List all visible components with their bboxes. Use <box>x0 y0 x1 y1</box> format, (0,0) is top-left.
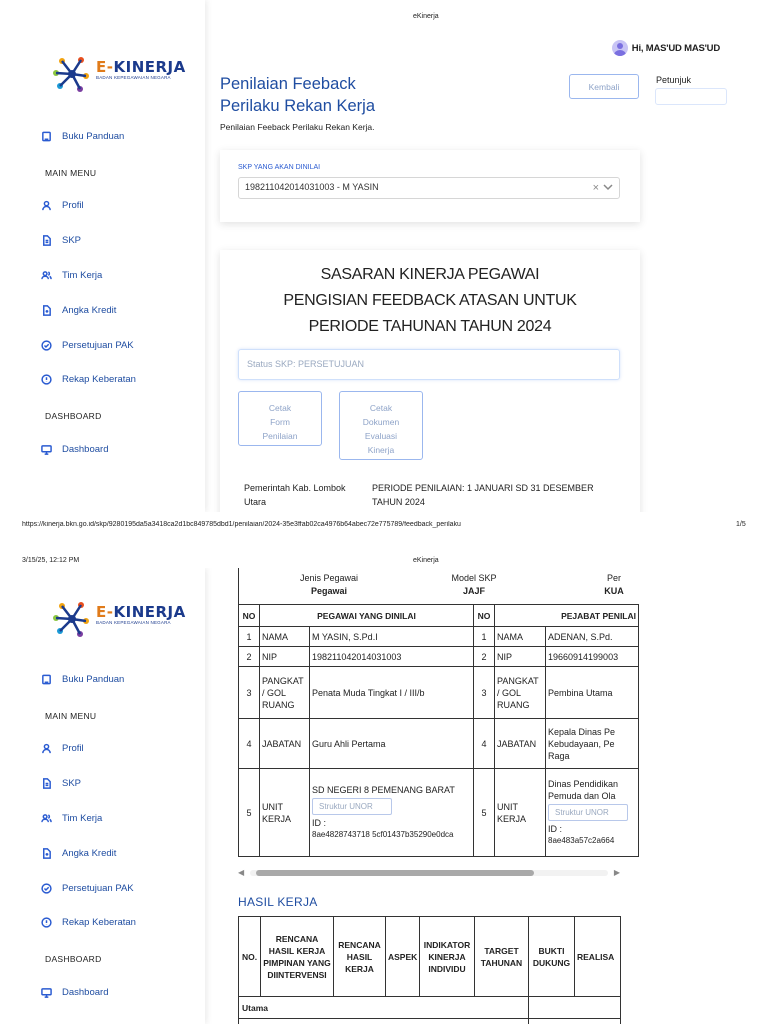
skp-select-label: SKP YANG AKAN DINILAI <box>238 164 321 171</box>
sidebar-item-label: Tim Kerja <box>62 269 103 281</box>
sidebar-item-rekap-keberatan[interactable] <box>40 916 136 928</box>
user-menu[interactable] <box>612 40 720 56</box>
book-icon <box>40 130 52 142</box>
sidebar-item-angka-kredit[interactable] <box>40 847 116 859</box>
chevron-down-icon[interactable] <box>602 181 614 195</box>
sidebar-item-label: SKP <box>62 234 82 246</box>
print-tab-title-2: eKinerja <box>413 557 439 564</box>
print-tab-title: eKinerja <box>413 13 439 20</box>
sidebar-item-label: Tim Kerja <box>62 812 103 824</box>
sidebar-item-label: Persetujuan PAK <box>62 339 134 351</box>
petunjuk-field[interactable] <box>655 88 727 105</box>
sidebar-item-label: Persetujuan PAK <box>62 882 134 894</box>
document-icon <box>40 234 52 246</box>
sidebar-item-label: Dashboard <box>62 443 109 455</box>
sidebar-item-label: Dashboard <box>62 986 109 998</box>
logo-subtitle: BADAN KEPEGAWAIAN NEGARA <box>96 620 171 625</box>
check-circle-icon <box>40 882 52 894</box>
page-title: Penilaian Feeback Perilaku Rekan Kerja <box>220 75 375 115</box>
hasil-kerja-title: HASIL KERJA <box>238 895 318 909</box>
clear-icon[interactable]: × <box>592 182 599 194</box>
logo-subtitle: BADAN KEPEGAWAIAN NEGARA <box>96 75 171 80</box>
table-row <box>239 1019 621 1024</box>
document-icon <box>40 777 52 789</box>
main-menu-heading: MAIN MENU <box>45 711 97 721</box>
jenis-pegawai: Jenis Pegawai Pegawai <box>299 573 359 596</box>
header-pejabat-penilai: PEJABAT PENILAI <box>495 605 639 627</box>
pegawai-table <box>238 604 639 857</box>
sasaran-card <box>220 250 640 512</box>
sidebar <box>0 0 205 512</box>
sidebar-item-label: Profil <box>62 199 84 211</box>
monitor-icon <box>40 986 52 998</box>
sidebar-item-rekap-keberatan[interactable] <box>40 373 136 385</box>
user-greeting: Hi, MAS'UD MAS'UD <box>631 42 720 54</box>
table-header-row <box>239 605 639 627</box>
struktur-unor-input[interactable]: Struktur UNOR <box>312 798 392 815</box>
sidebar-item-label: Angka Kredit <box>62 304 117 316</box>
id-label: ID : <box>312 818 327 828</box>
book-icon <box>40 673 52 685</box>
unit-kerja-id: 8ae4828743718 5cf01437b35290e0dca <box>312 830 454 839</box>
hasil-kerja-table <box>238 916 621 1024</box>
sidebar-item-skp[interactable] <box>40 234 81 246</box>
kembali-button[interactable]: Kembali <box>569 74 639 99</box>
main-content-2 <box>205 568 768 1024</box>
user-icon <box>40 199 52 211</box>
sidebar-item-label: Rekap Keberatan <box>62 916 136 928</box>
table-row: 4 JABATAN Guru Ahli Pertama 4 JABATAN Kepala Dinas Pe Kebudayaan, Pe Raga <box>239 719 639 769</box>
logo-icon <box>50 597 94 641</box>
sidebar-item-label: Angka Kredit <box>62 847 117 859</box>
sidebar-item-tim-kerja[interactable] <box>40 812 102 824</box>
file-plus-icon <box>40 847 52 859</box>
sidebar-item-profil[interactable] <box>40 742 84 754</box>
periode-text: PERIODE PENILAIAN: 1 JANUARI SD 31 DESEMBER TAHUN 2024 <box>372 483 594 507</box>
print-page-2 <box>0 568 768 1024</box>
table-row <box>239 997 621 1019</box>
sidebar-item-dashboard[interactable] <box>40 443 108 455</box>
sasaran-title: SASARAN KINERJA PEGAWAI PENGISIAN FEEDBACK ATASAN UNTUK PERIODE TAHUNAN TAHUN 2024 <box>283 266 577 335</box>
table-row: 3 PANGKAT / GOL RUANG Penata Muda Tingkat I / III/b 3 PANGKAT / GOL RUANG Pembina Utama <box>239 667 639 719</box>
ekinerja-logo-2[interactable] <box>50 597 190 641</box>
cetak-dokumen-evaluasi-button[interactable]: Cetak Dokumen Evaluasi Kinerja <box>339 391 423 460</box>
scroll-right-icon[interactable]: ▶ <box>613 868 620 877</box>
users-icon <box>40 269 52 281</box>
sidebar-item-label: Profil <box>62 742 84 754</box>
alert-circle-icon <box>40 916 52 928</box>
logo-prefix: E- <box>96 603 114 621</box>
sidebar-item-persetujuan-pak[interactable] <box>40 339 134 351</box>
sidebar-2 <box>0 568 205 1024</box>
dashboard-heading: DASHBOARD <box>45 954 102 964</box>
header-no-2: NO <box>474 605 495 627</box>
print-timestamp-2: 3/15/25, 12:12 PM <box>22 557 80 564</box>
main-menu-heading: MAIN MENU <box>45 168 97 178</box>
table-header-row: NO. RENCANA HASIL KERJA PIMPINAN YANG DIINTERVENSI RENCANA HASIL KERJA ASPEK INDIKATOR KINERJA INDIVIDU TARGET TAHUNAN BUKTI DUKUNG REALISA <box>239 917 621 997</box>
page-subtitle: Penilaian Feeback Perilaku Rekan Kerja. <box>220 122 375 132</box>
print-url: https://kinerja.bkn.go.id/skp/9280195da5a3418ca2d1bc849785dbd1/penilaian/2024-35e3ffab02ca4976b64abec72e775789/feedback_perilaku <box>22 521 461 528</box>
monitor-icon <box>40 443 52 455</box>
skp-select[interactable] <box>238 177 620 199</box>
struktur-unor-input-2[interactable]: Struktur UNOR <box>548 804 628 821</box>
id-label-2: ID : <box>548 824 563 834</box>
table-row: 2 NIP 198211042014031003 2 NIP 19660914199003 <box>239 647 639 667</box>
print-page-number: 1/5 <box>736 521 746 528</box>
sidebar-item-angka-kredit[interactable] <box>40 304 116 316</box>
sidebar-item-label: Buku Panduan <box>62 673 125 685</box>
sidebar-item-label: Buku Panduan <box>62 130 125 142</box>
logo-name: KINERJA <box>113 58 186 76</box>
group-utama: Utama <box>239 997 529 1019</box>
logo-name: KINERJA <box>113 603 186 621</box>
periode-cell: Per KUA <box>604 573 624 596</box>
users-icon <box>40 812 52 824</box>
main-content <box>205 0 768 512</box>
skp-select-card <box>220 150 640 222</box>
sidebar-item-persetujuan-pak[interactable] <box>40 882 134 894</box>
scroll-left-icon[interactable]: ◀ <box>238 868 245 877</box>
sidebar-item-buku-panduan[interactable] <box>40 130 124 142</box>
sidebar-item-tim-kerja[interactable] <box>40 269 102 281</box>
header-no: NO <box>239 605 260 627</box>
unit-kerja-value: SD NEGERI 8 PEMENANG BARAT <box>312 785 455 795</box>
user-icon <box>40 742 52 754</box>
sidebar-item-dashboard[interactable] <box>40 986 108 998</box>
alert-circle-icon <box>40 373 52 385</box>
header-pegawai-dinilai: PEGAWAI YANG DINILAI <box>260 605 474 627</box>
file-plus-icon <box>40 304 52 316</box>
unit-kerja-id-2: 8ae483a57c2a664 <box>548 836 615 845</box>
ekinerja-logo[interactable] <box>50 52 190 96</box>
sidebar-item-buku-panduan[interactable] <box>40 673 124 685</box>
status-skp-field[interactable]: Status SKP: PERSETUJUAN <box>238 349 620 380</box>
instansi-text: Pemerintah Kab. Lombok Utara <box>244 483 346 507</box>
scroll-thumb[interactable] <box>256 870 534 876</box>
sidebar-item-label: SKP <box>62 777 82 789</box>
skp-select-value: 198211042014031003 - M YASIN <box>245 182 379 192</box>
sidebar-item-label: Rekap Keberatan <box>62 373 136 385</box>
check-circle-icon <box>40 339 52 351</box>
cetak-form-penilaian-button[interactable]: Cetak Form Penilaian <box>238 391 322 446</box>
avatar <box>612 40 628 56</box>
horizontal-scrollbar[interactable] <box>238 866 620 880</box>
sidebar-item-profil[interactable] <box>40 199 84 211</box>
logo-icon <box>50 52 94 96</box>
model-skp: Model SKP JAJF <box>451 573 497 596</box>
logo-prefix: E- <box>96 58 114 76</box>
petunjuk-label: Petunjuk <box>656 75 692 85</box>
dashboard-heading: DASHBOARD <box>45 411 102 421</box>
table-row: 5 UNIT KERJA SD NEGERI 8 PEMENANG BARAT Struktur UNOR ID : 8ae4828743718 5cf01437b35290e0dca 5 UNIT KERJA Dinas Pendidikan Pemuda dan Ola Struktur UNOR ID : 8ae483a57c2a664 <box>239 769 639 857</box>
sidebar-item-skp[interactable] <box>40 777 81 789</box>
unit-kerja-value-2: Dinas Pendidikan Pemuda dan Ola <box>548 779 619 801</box>
table-row: 1 NAMA M YASIN, S.Pd.I 1 NAMA ADENAN, S.Pd. <box>239 627 639 647</box>
